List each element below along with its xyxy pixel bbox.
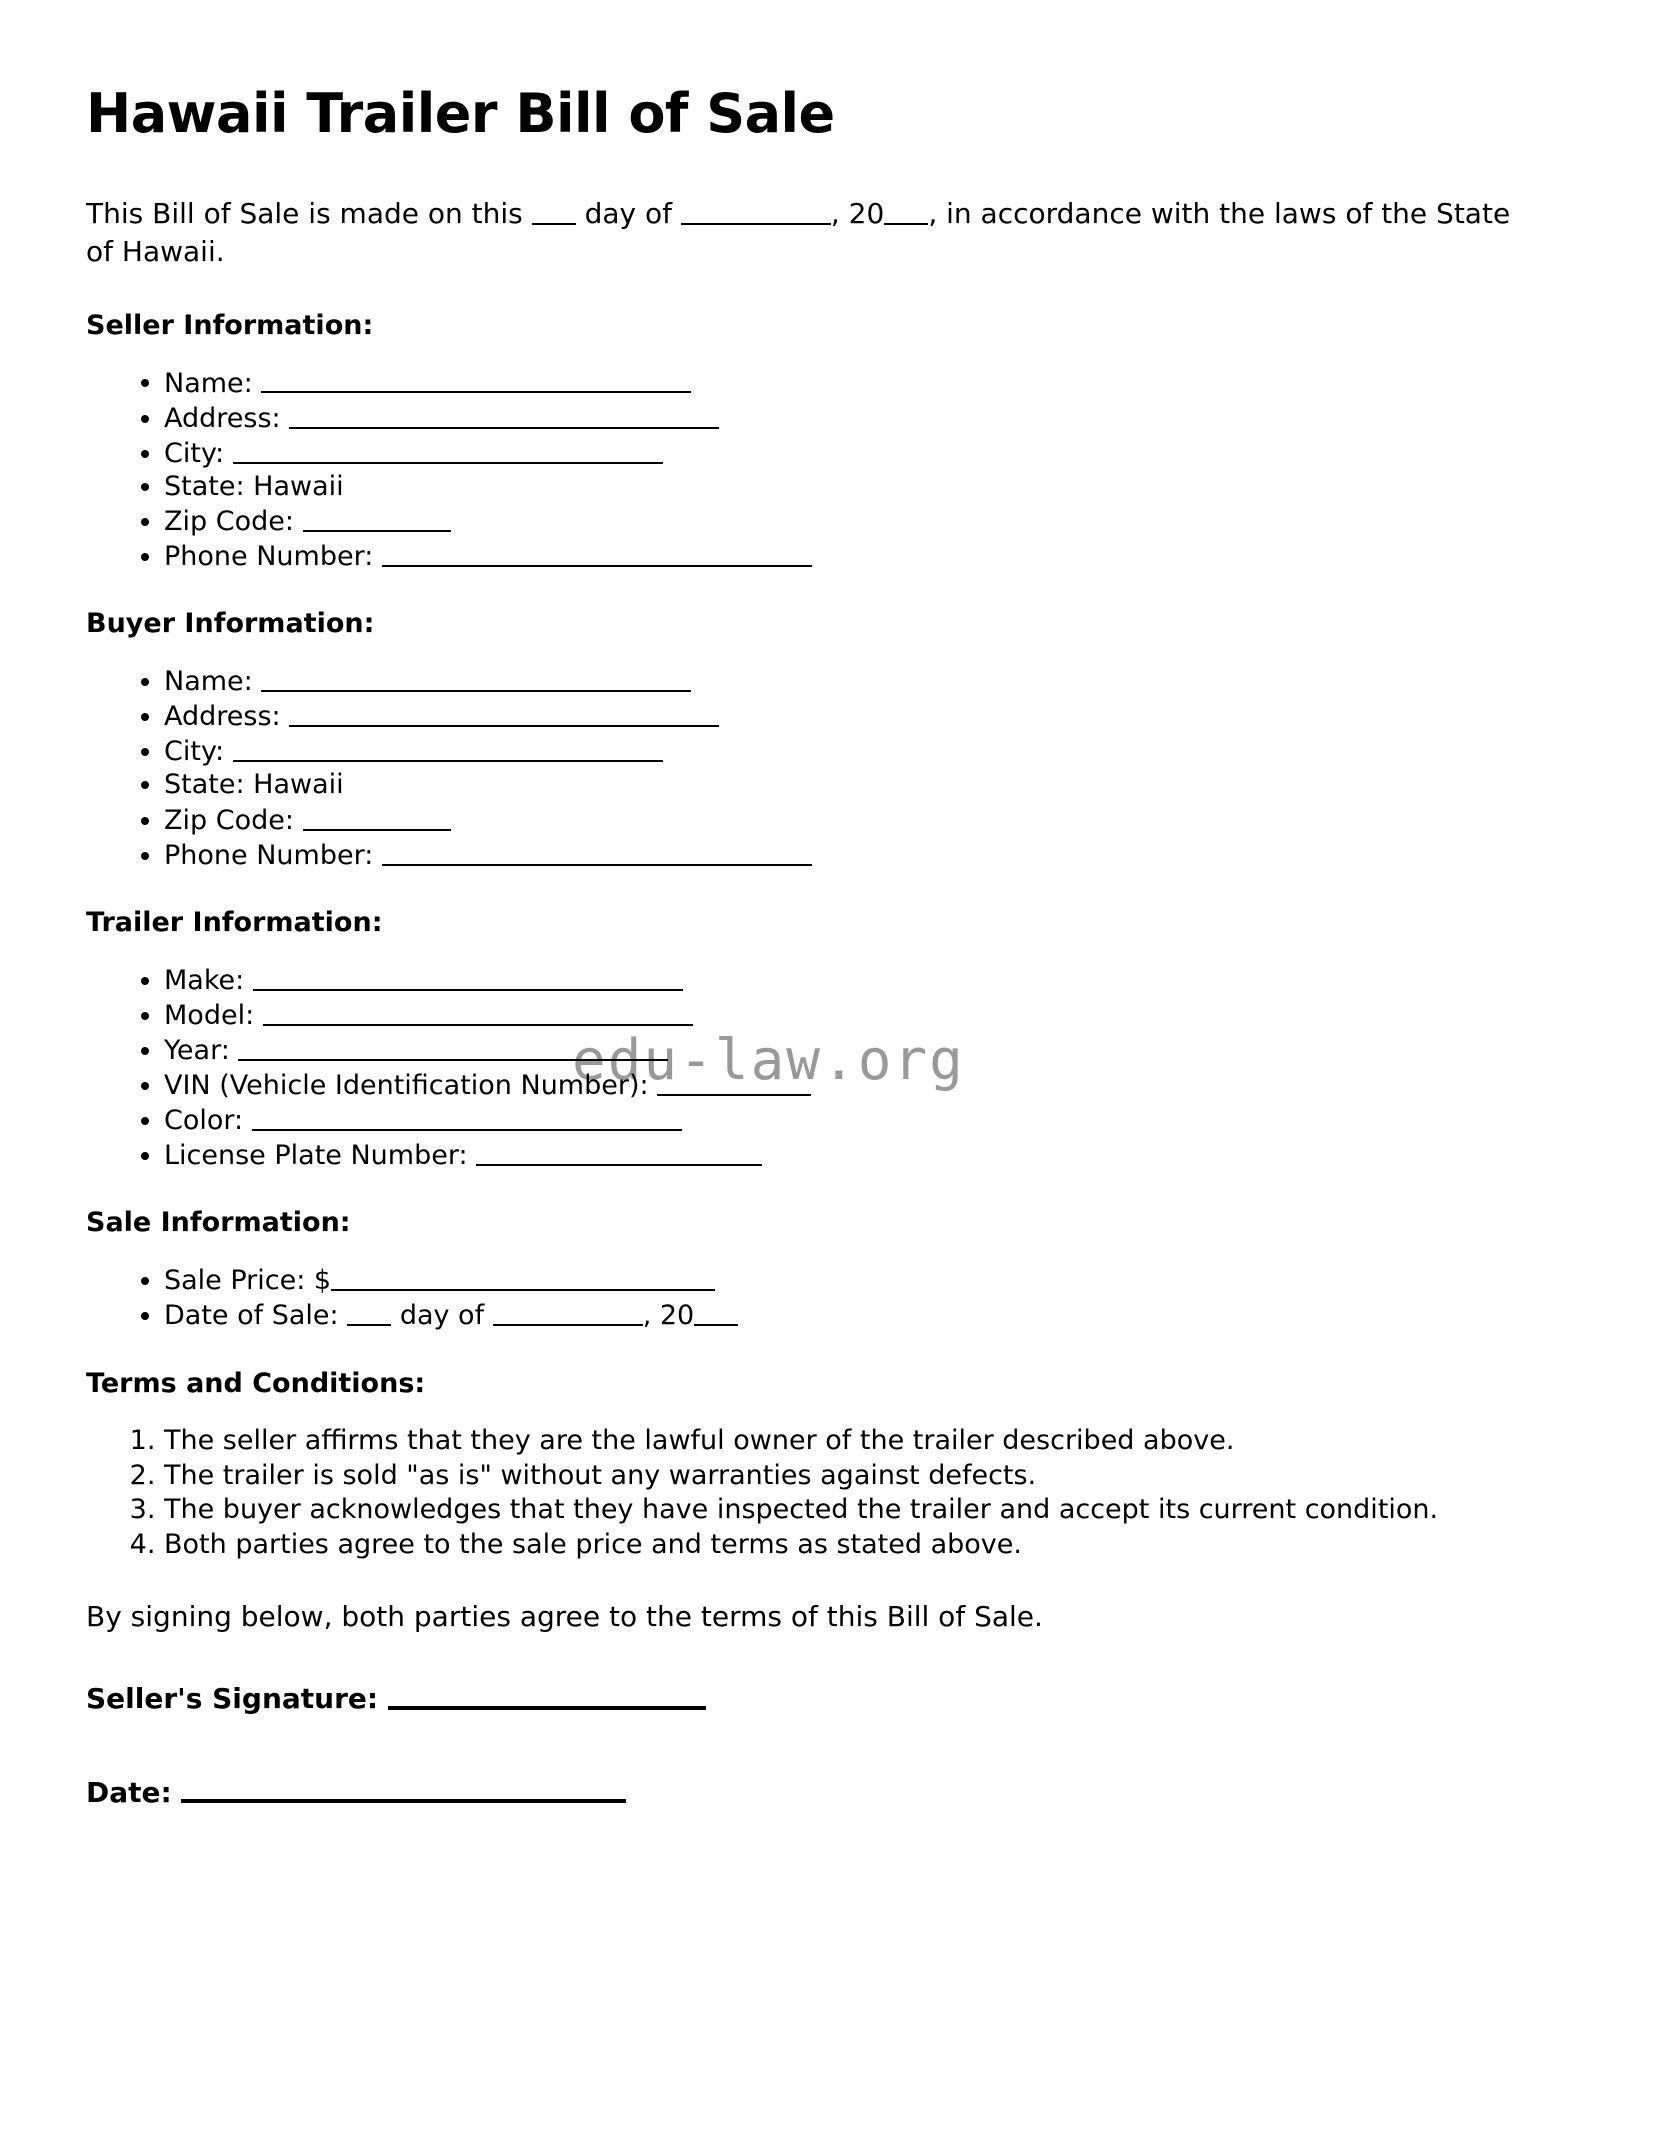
buyer-phone-label: Phone Number: — [164, 839, 374, 871]
trailer-model-blank[interactable] — [263, 999, 693, 1026]
list-item — [164, 1069, 1546, 1101]
sale-price-blank[interactable] — [331, 1264, 715, 1291]
seller-city-label: City: — [164, 437, 225, 469]
list-item: 3. The buyer acknowledges that they have inspected the trailer and accept its current condition. — [164, 1494, 1546, 1527]
closing-paragraph: By signing below, both parties agree to the terms of this Bill of Sale. — [86, 1600, 1043, 1634]
list-item — [164, 402, 1546, 434]
sale-field-list — [86, 1264, 1546, 1331]
buyer-city-blank[interactable] — [233, 735, 663, 762]
trailer-plate-label: License Plate Number: — [164, 1140, 468, 1172]
buyer-state-value: Hawaii — [253, 769, 344, 801]
list-item: 1. The seller affirms that they are the lawful owner of the trailer described above. — [164, 1425, 1546, 1458]
sale-date-year-blank[interactable] — [694, 1299, 738, 1326]
seller-zip-label: Zip Code: — [164, 505, 294, 537]
intro-month-blank[interactable] — [681, 198, 831, 226]
list-item — [164, 437, 1546, 469]
list-item — [164, 1264, 1546, 1296]
seller-section-heading: Seller Information: — [86, 309, 374, 341]
seller-city-blank[interactable] — [233, 437, 663, 464]
sale-section-heading: Sale Information: — [86, 1207, 351, 1239]
buyer-section-heading: Buyer Information: — [86, 608, 375, 640]
list-item — [164, 665, 1546, 697]
watermark-text: edu-law.org — [572, 1028, 965, 1093]
list-item — [164, 505, 1546, 537]
date-label: Date: — [86, 1775, 172, 1809]
terms-list — [86, 1425, 1546, 1563]
intro-part-3: , 20 — [830, 197, 885, 231]
buyer-address-label: Address: — [164, 701, 281, 733]
trailer-color-label: Color: — [164, 1105, 244, 1136]
buyer-name-blank[interactable] — [261, 665, 691, 692]
intro-year-blank[interactable] — [884, 198, 928, 226]
list-item — [164, 472, 1546, 502]
list-item — [164, 839, 1546, 871]
buyer-phone-blank[interactable] — [382, 839, 812, 866]
sale-date-year-text: , 20 — [642, 1300, 695, 1332]
sale-date-day-blank[interactable] — [347, 1299, 391, 1326]
seller-field-list — [86, 367, 1546, 573]
list-item — [164, 700, 1546, 732]
intro-part-4: , in accordance with the laws of the State of Hawaii. — [86, 197, 1511, 269]
sale-date-mid: day of — [399, 1300, 485, 1332]
intro-day-blank[interactable] — [532, 198, 576, 226]
trailer-vin-blank[interactable] — [657, 1069, 811, 1096]
list-item — [164, 1299, 1546, 1331]
seller-state-label: State: — [164, 470, 245, 502]
buyer-zip-blank[interactable] — [303, 804, 451, 831]
document-content — [86, 84, 1546, 1867]
trailer-section-heading: Trailer Information: — [86, 906, 383, 938]
seller-signature-label: Seller's Signature: — [86, 1682, 379, 1716]
list-item: 2. The trailer is sold "as is" without any warranties against defects. — [164, 1460, 1546, 1493]
seller-signature-row — [86, 1680, 1546, 1717]
date-row — [86, 1774, 1546, 1811]
trailer-year-label: Year: — [164, 1034, 230, 1066]
list-item: 4. Both parties agree to the sale price and terms as stated above. — [164, 1529, 1546, 1562]
intro-part-1: This Bill of Sale is made on this — [86, 197, 523, 231]
list-item — [164, 1034, 1546, 1066]
trailer-year-blank[interactable] — [238, 1034, 668, 1061]
trailer-plate-blank[interactable] — [476, 1139, 762, 1166]
list-item — [164, 735, 1546, 767]
buyer-zip-label: Zip Code: — [164, 804, 294, 836]
list-item — [164, 999, 1546, 1031]
intro-part-2: day of — [584, 197, 672, 231]
list-item — [164, 1139, 1546, 1171]
list-item — [164, 367, 1546, 399]
list-item — [164, 540, 1546, 572]
seller-phone-blank[interactable] — [382, 540, 812, 567]
terms-section-heading: Terms and Conditions: — [86, 1367, 426, 1399]
date-blank[interactable] — [181, 1774, 626, 1804]
buyer-state-label: State: — [164, 769, 245, 801]
list-item — [164, 804, 1546, 836]
seller-phone-label: Phone Number: — [164, 540, 374, 572]
seller-name-blank[interactable] — [261, 367, 691, 394]
seller-address-label: Address: — [164, 402, 281, 434]
sale-date-label: Date of Sale: — [164, 1300, 339, 1332]
trailer-vin-label: VIN (Vehicle Identification Number): — [164, 1069, 649, 1101]
trailer-model-label: Model: — [164, 999, 255, 1031]
trailer-color-blank[interactable] — [252, 1104, 682, 1131]
buyer-address-blank[interactable] — [289, 700, 719, 727]
list-item — [164, 770, 1546, 800]
intro-paragraph — [86, 195, 1546, 271]
buyer-field-list — [86, 665, 1546, 871]
list-item — [164, 1104, 1546, 1136]
seller-name-label: Name: — [164, 367, 253, 399]
seller-state-value: Hawaii — [253, 470, 344, 502]
seller-address-blank[interactable] — [289, 402, 719, 429]
trailer-make-blank[interactable] — [253, 964, 683, 991]
trailer-make-label: Make: — [164, 964, 245, 996]
buyer-city-label: City: — [164, 736, 225, 768]
trailer-field-list — [86, 964, 1546, 1171]
sale-date-month-blank[interactable] — [493, 1299, 643, 1326]
page-title: Hawaii Trailer Bill of Sale — [86, 82, 835, 145]
seller-zip-blank[interactable] — [303, 505, 451, 532]
sale-price-label: Sale Price: $ — [164, 1265, 332, 1297]
seller-signature-blank[interactable] — [388, 1680, 706, 1710]
list-item — [164, 964, 1546, 996]
buyer-name-label: Name: — [164, 666, 253, 698]
